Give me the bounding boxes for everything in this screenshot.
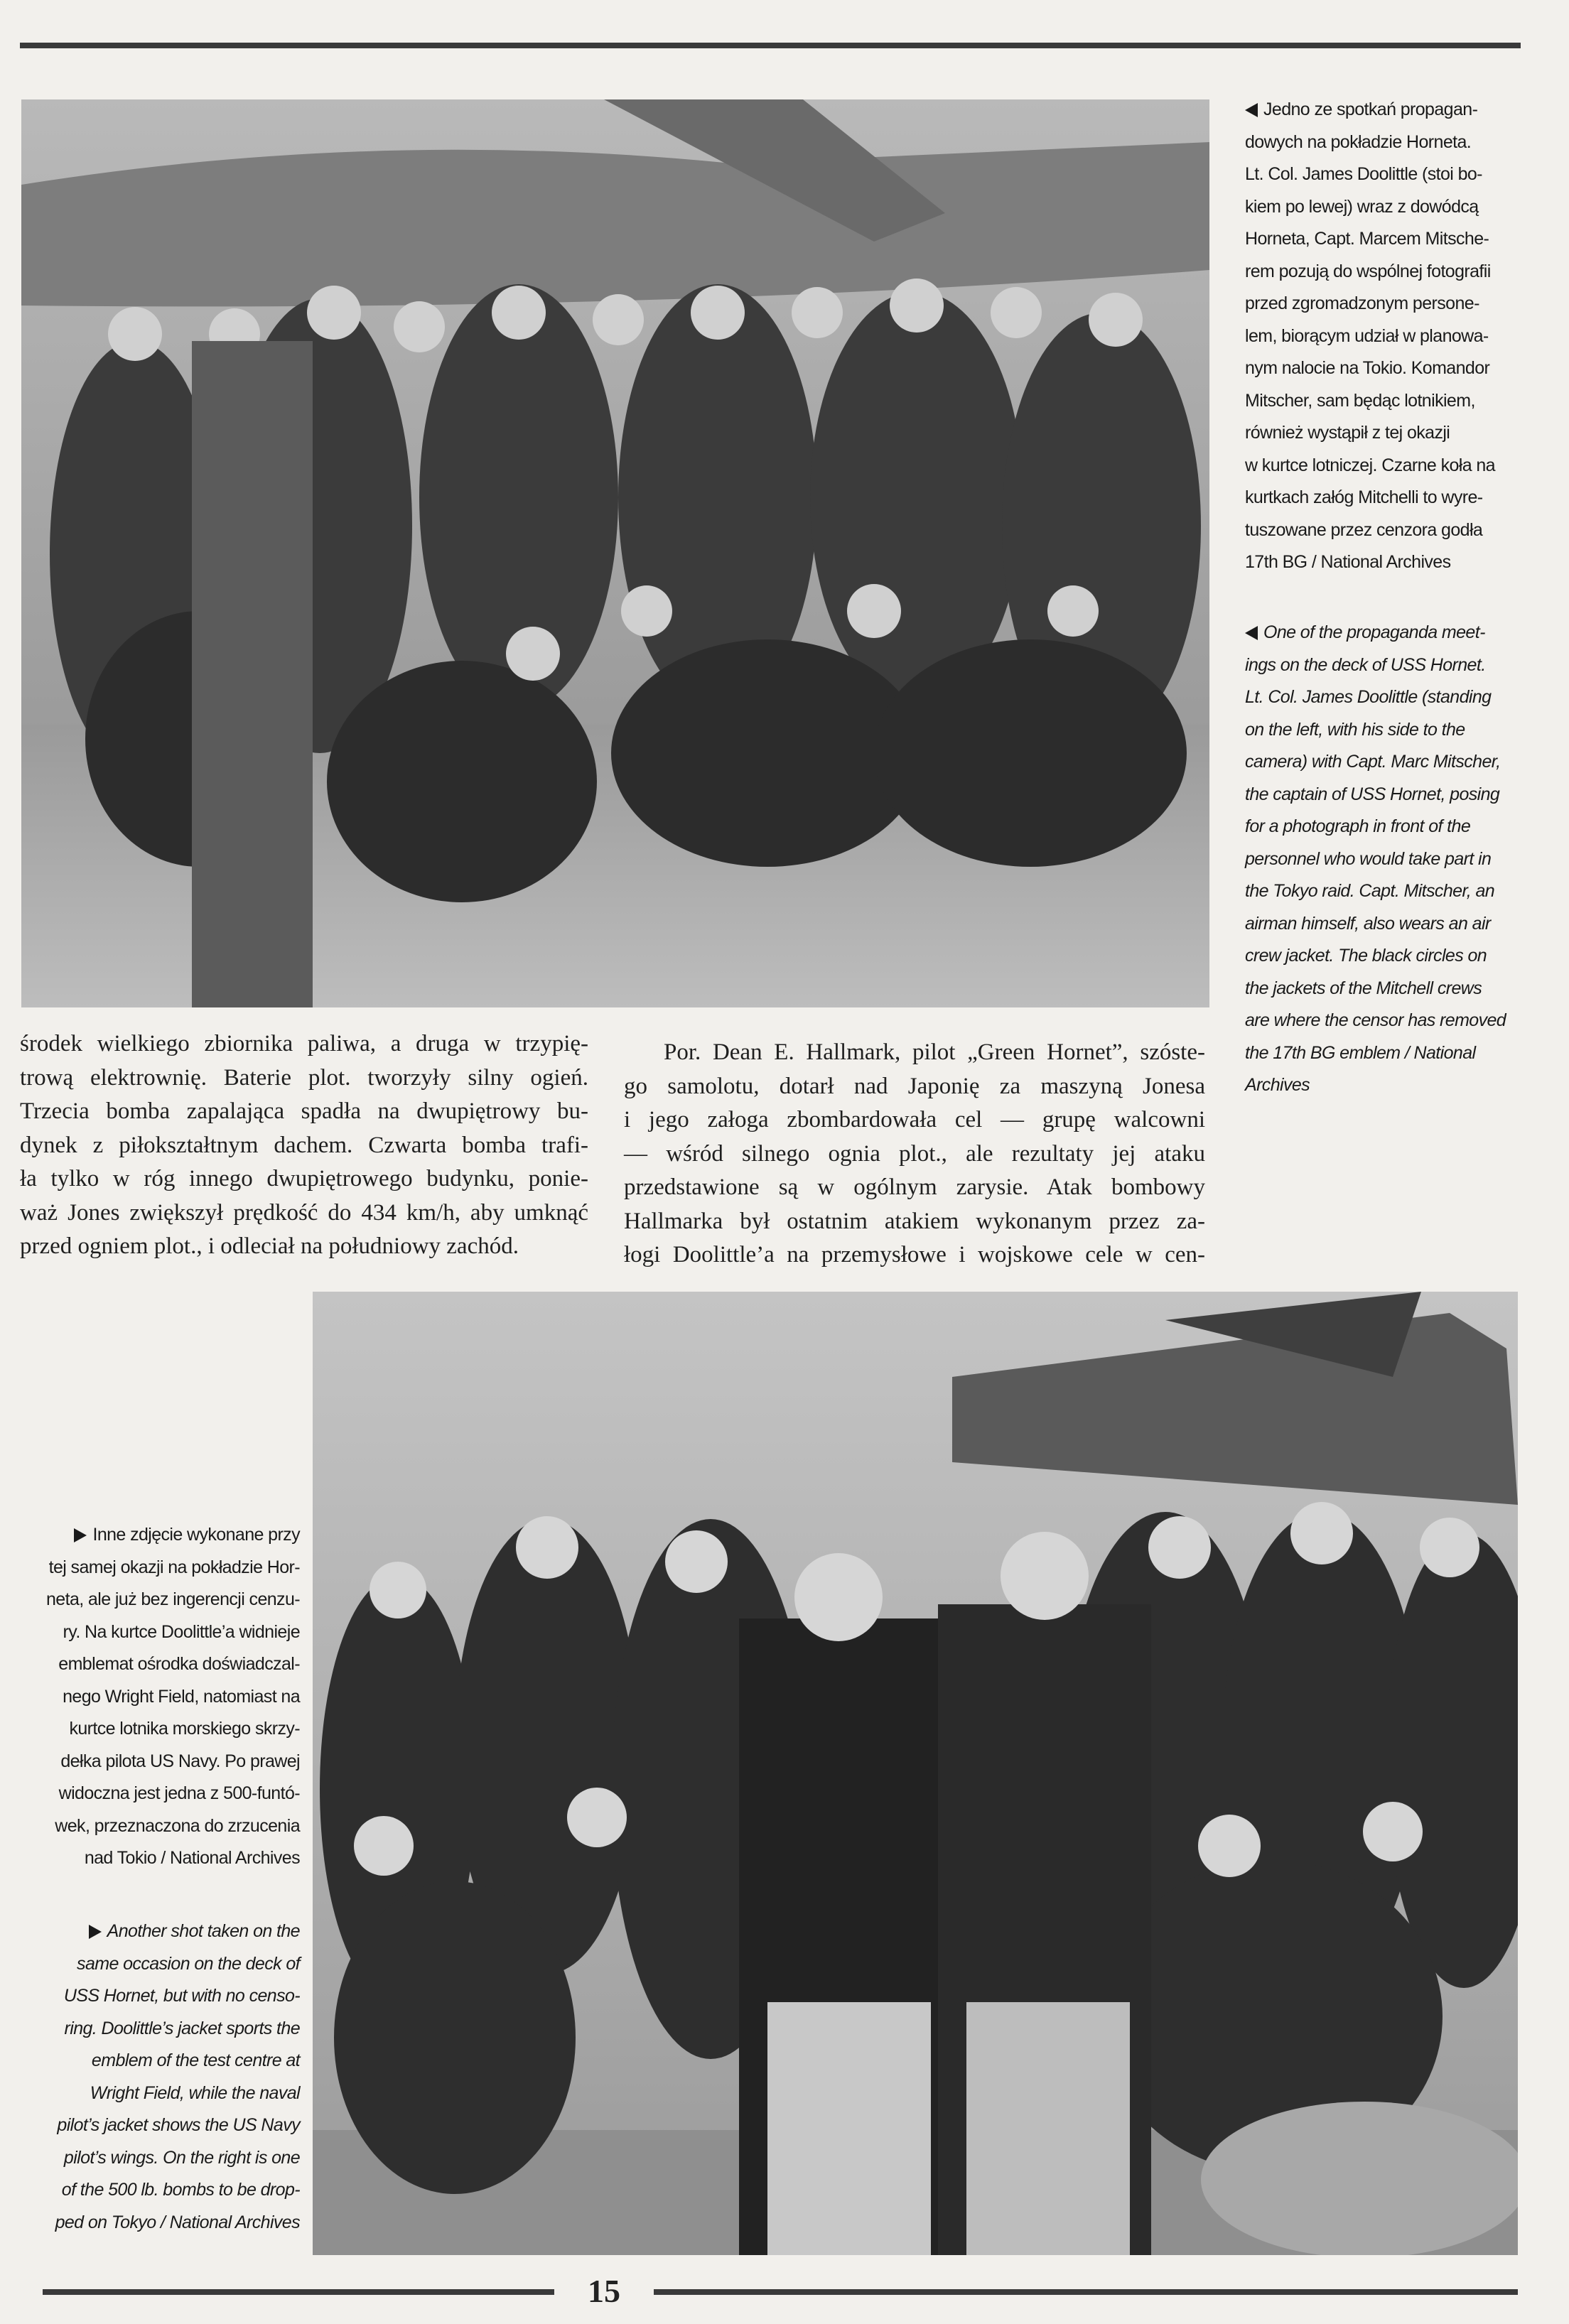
caption-line: dowych na pokładzie Horneta. — [1245, 131, 1472, 152]
caption-line: the captain of USS Hornet, posing — [1245, 784, 1500, 804]
caption-line: on the left, with his side to the — [1245, 719, 1465, 740]
caption-line: Lt. Col. James Doolittle (stoi bo- — [1245, 164, 1482, 184]
caption-line: w kurtce lotniczej. Czarne koła na — [1245, 455, 1495, 475]
caption-line — [1245, 617, 1543, 649]
caption-line: the Tokyo raid. Capt. Mitscher, an — [1245, 881, 1495, 901]
caption-line: are where the censor has removed — [1245, 1010, 1506, 1030]
body-line: Trzecia bomba zapalająca spadła na dwupiętrowy bu- — [20, 1098, 588, 1124]
caption-line: Archives — [1245, 1075, 1310, 1095]
caption-line: rem pozują do wspólnej fotografii — [1245, 261, 1491, 281]
caption-line: Horneta, Capt. Marcem Mitsche- — [1245, 229, 1489, 249]
caption-line: tej samej okazji na pokładzie Hor- — [48, 1557, 300, 1577]
caption-line: nego Wright Field, natomiast na — [63, 1686, 300, 1707]
caption-line: emblemat ośrodka doświadczal- — [58, 1654, 300, 1674]
caption-line: camera) with Capt. Marc Mitscher, — [1245, 752, 1501, 772]
body-column-1 — [20, 1027, 588, 1264]
caption-line — [1245, 94, 1529, 126]
caption-top-pl — [1245, 94, 1529, 579]
standing-figure — [192, 341, 313, 1007]
caption-line — [30, 1915, 300, 1948]
caption-line: widoczna jest jedna z 500-funtó- — [58, 1783, 300, 1803]
caption-line: wek, przeznaczona do zrzucenia — [55, 1815, 300, 1836]
arrow-left-icon — [1245, 103, 1258, 117]
caption-line: Wright Field, while the naval — [90, 2082, 300, 2103]
caption-line — [30, 1519, 300, 1552]
caption-text: Another shot taken on the — [107, 1921, 300, 1941]
bottom-photo-art — [313, 1292, 1518, 2255]
body-line: dynek z piłokształtnym dachem. Czwarta bomba trafi- — [20, 1132, 588, 1158]
caption-line: the 17th BG emblem / National — [1245, 1042, 1476, 1063]
caption-line: Lt. Col. James Doolittle (standing — [1245, 687, 1492, 707]
top-photo — [21, 99, 1209, 1007]
caption-text: One of the propaganda meet- — [1263, 622, 1485, 642]
body-line: łogi Doolittle’a na przemysłowe i wojskowe cele w cen- — [624, 1242, 1205, 1268]
caption-line: pilot’s jacket shows the US Navy — [57, 2115, 300, 2135]
caption-line: airman himself, also wears an air — [1245, 913, 1491, 934]
arrow-left-icon — [1245, 626, 1258, 640]
body-line: trową elektrownię. Baterie plot. tworzyły silny ogień. — [20, 1064, 588, 1091]
page-number: 15 — [588, 2273, 620, 2309]
caption-line: crew jacket. The black circles on — [1245, 946, 1487, 966]
caption-line: kurtce lotnika morskiego skrzy- — [69, 1719, 300, 1739]
body-line: go samolotu, dotarł nad Japonię za maszyną Jonesa — [624, 1073, 1205, 1099]
caption-line: for a photograph in front of the — [1245, 816, 1471, 836]
caption-bottom-en — [30, 1915, 300, 2239]
caption-line: the jackets of the Mitchell crews — [1245, 978, 1482, 998]
caption-line: personnel who would take part in — [1245, 848, 1492, 869]
caption-line: dełka pilota US Navy. Po prawej — [60, 1751, 300, 1771]
caption-text: Inne zdjęcie wykonane przy — [92, 1525, 300, 1545]
bottom-rule-right — [654, 2289, 1518, 2295]
arrow-right-icon — [74, 1528, 87, 1542]
caption-line: również wystąpił z tej okazji — [1245, 423, 1450, 443]
caption-line: nad Tokio / National Archives — [84, 1848, 300, 1868]
top-photo-art — [21, 99, 1209, 1007]
caption-text: Jedno ze spotkań propagan- — [1263, 99, 1478, 119]
body-line: Por. Dean E. Hallmark, pilot „Green Hornet”, szóste- — [664, 1039, 1205, 1065]
caption-line: kurtkach załóg Mitchelli to wyre- — [1245, 487, 1483, 507]
body-column-2 — [624, 1036, 1205, 1272]
top-rule — [20, 43, 1521, 48]
caption-line: USS Hornet, but with no censo- — [63, 1986, 300, 2006]
caption-line: same occasion on the deck of — [77, 1953, 300, 1974]
caption-line: pilot’s wings. On the right is one — [63, 2147, 300, 2168]
body-line: przed ogniem plot., i odleciał na południowy zachód. — [20, 1233, 519, 1259]
body-line: ła tylko w róg innego dwupiętrowego budynku, ponie- — [20, 1166, 588, 1191]
caption-line: Mitscher, sam będąc lotnikiem, — [1245, 390, 1475, 411]
body-line: — wśród silnego ognia plot., ale rezultaty jej ataku — [624, 1140, 1205, 1167]
caption-line: neta, ale już bez ingerencji cenzu- — [45, 1589, 300, 1609]
body-line: środek wielkiego zbiornika paliwa, a druga w trzypię- — [20, 1031, 588, 1056]
bottom-photo — [313, 1292, 1518, 2255]
arrow-right-icon — [89, 1925, 102, 1939]
bottom-rule-left — [43, 2289, 554, 2295]
caption-line: kiem po lewej) wraz z dowódcą — [1245, 196, 1479, 217]
caption-line: emblem of the test centre at — [91, 2050, 300, 2070]
caption-bottom-pl — [30, 1519, 300, 1875]
caption-line: lem, biorącym udział w planowa- — [1245, 325, 1489, 346]
caption-line: ring. Doolittle’s jacket sports the — [64, 2018, 300, 2038]
body-line: i jego załoga zbombardowała cel — grupę walcowni — [624, 1107, 1205, 1133]
caption-line: ings on the deck of USS Hornet. — [1245, 654, 1486, 675]
caption-line: of the 500 lb. bombs to be drop- — [61, 2180, 300, 2200]
body-line: Hallmarka był ostatnim atakiem wykonanym przez za- — [624, 1208, 1205, 1234]
body-line: waż Jones zwiększył prędkość do 434 km/h, aby umknąć — [20, 1199, 588, 1226]
caption-line: przed zgromadzonym persone- — [1245, 293, 1479, 313]
caption-line: ped on Tokyo / National Archives — [55, 2212, 300, 2232]
caption-line: ry. Na kurtce Doolittle’a widnieje — [63, 1621, 300, 1642]
caption-line: tuszowane przez cenzora godła — [1245, 519, 1483, 540]
caption-line: 17th BG / National Archives — [1245, 552, 1451, 572]
caption-top-en — [1245, 617, 1543, 1102]
caption-line: nym nalocie na Tokio. Komandor — [1245, 358, 1490, 378]
body-line: przedstawione są w ogólnym zarysie. Atak bombowy — [624, 1174, 1205, 1200]
aircraft-fuselage — [21, 142, 1209, 306]
